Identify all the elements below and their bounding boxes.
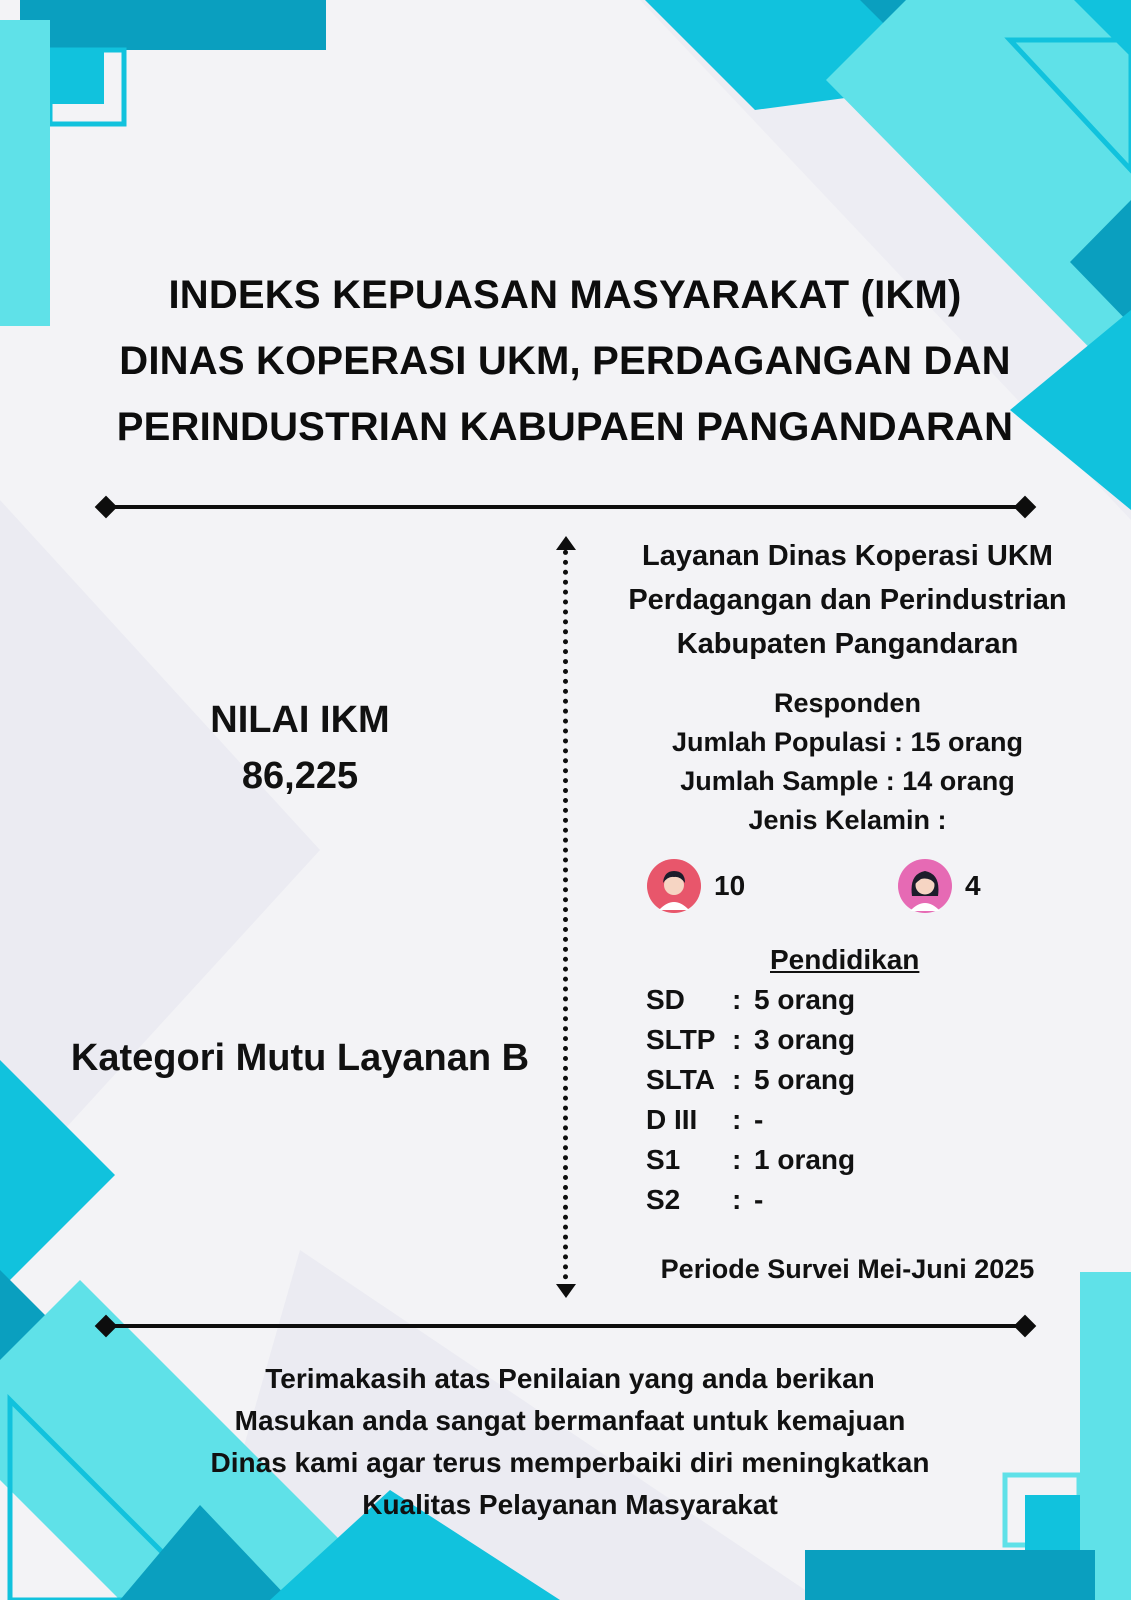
periode-survei: Periode Survei Mei-Juni 2025: [660, 1254, 1035, 1284]
jumlah-populasi: Jumlah Populasi : 15 orang: [671, 727, 1024, 757]
bottom-divider-right-end: [1014, 1315, 1037, 1338]
pendidikan-value: 3 orang: [754, 1024, 856, 1055]
pendidikan-value: 5 orang: [754, 1064, 856, 1095]
arrow-up-icon: [556, 536, 576, 550]
female-count-item: [897, 858, 981, 914]
pendidikan-value: -: [754, 1104, 764, 1135]
top-divider-left-end: [95, 496, 118, 519]
pendidikan-value: 5 orang: [754, 984, 856, 1015]
pendidikan-level: SD: [646, 984, 685, 1015]
male-avatar-icon: [646, 858, 702, 914]
thanks-line-3: Dinas kami agar terus memperbaiki diri meningkatkan: [210, 1447, 930, 1478]
thank-you-message: [200, 1358, 940, 1526]
pendidikan-colon: :: [732, 1104, 742, 1135]
pendidikan-colon: :: [732, 1024, 742, 1055]
top-divider: [106, 505, 1026, 509]
pendidikan-colon: :: [732, 984, 742, 1015]
pendidikan-heading: Pendidikan: [770, 944, 920, 975]
male-count: 10: [714, 870, 746, 901]
pendidikan-level: SLTA: [646, 1064, 715, 1095]
pendidikan-level: SLTP: [646, 1024, 716, 1055]
nilai-ikm: [150, 692, 450, 804]
top-divider-right-end: [1014, 496, 1037, 519]
pendidikan-value: -: [754, 1184, 764, 1215]
responden-heading: Responden: [773, 688, 921, 718]
thanks-line-2: Masukan anda sangat bermanfaat untuk kemajuan: [234, 1405, 906, 1436]
arrow-down-icon: [556, 1284, 576, 1298]
thanks-line-4: Kualitas Pelayanan Masyarakat: [362, 1489, 778, 1520]
jenis-kelamin-label: Jenis Kelamin :: [748, 805, 947, 835]
pendidikan-colon: :: [732, 1064, 742, 1095]
bottom-divider-left-end: [95, 1315, 118, 1338]
title-line-1: INDEKS KEPUASAN MASYARAKAT (IKM): [168, 273, 962, 317]
male-count-item: [646, 858, 745, 914]
title-line-3: PERINDUSTRIAN KABUPAEN PANGANDARAN: [116, 405, 1014, 449]
jumlah-sample: Jumlah Sample : 14 orang: [680, 766, 1015, 796]
pendidikan-level: D III: [646, 1104, 698, 1135]
layanan-line-2: Perdagangan dan Perindustrian: [628, 584, 1067, 616]
pendidikan-colon: :: [732, 1144, 742, 1175]
nilai-ikm-value: 86,225: [241, 755, 359, 797]
nilai-ikm-label: NILAI IKM: [210, 699, 390, 741]
female-count: 4: [965, 870, 981, 901]
kategori-mutu: Kategori Mutu Layanan B: [70, 1037, 530, 1079]
pendidikan-level: S2: [646, 1184, 681, 1215]
thanks-line-1: Terimakasih atas Penilaian yang anda berikan: [265, 1363, 875, 1394]
title-line-2: DINAS KOPERASI UKM, PERDAGANGAN DAN: [119, 339, 1011, 383]
female-avatar-icon: [897, 858, 953, 914]
responden-block: [590, 684, 1105, 840]
layanan-line-3: Kabupaten Pangandaran: [676, 628, 1019, 660]
bottom-divider: [106, 1324, 1026, 1328]
pendidikan-level: S1: [646, 1144, 681, 1175]
vertical-divider: [563, 540, 568, 1280]
layanan-heading: [590, 534, 1105, 666]
pendidikan-value: 1 orang: [754, 1144, 856, 1175]
pendidikan-colon: :: [732, 1184, 742, 1215]
layanan-line-1: Layanan Dinas Koperasi UKM: [642, 540, 1053, 572]
page-title: [60, 262, 1070, 460]
